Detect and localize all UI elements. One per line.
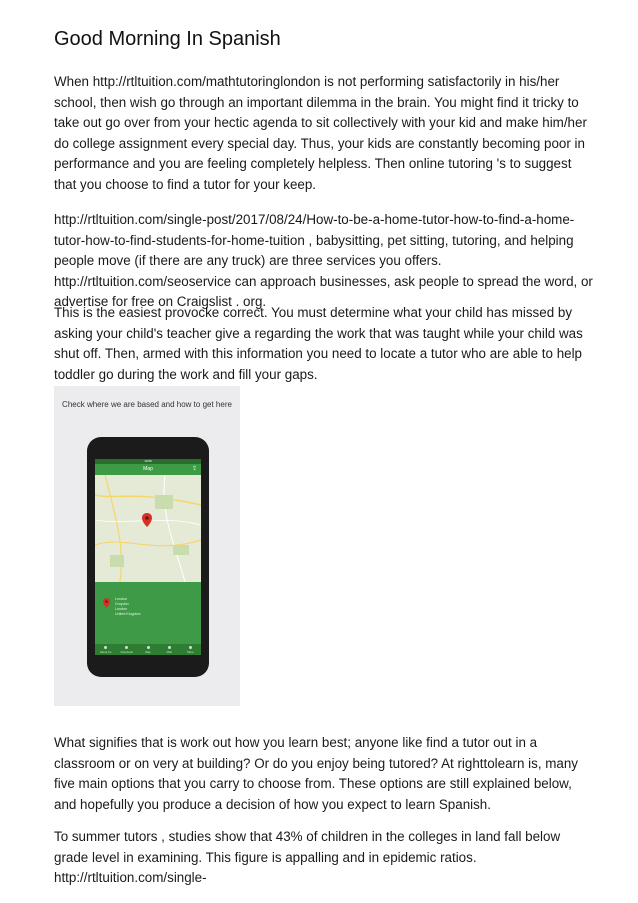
tab-map: Map bbox=[137, 644, 158, 655]
tab-facebook: Facebook bbox=[116, 644, 137, 655]
page-title: Good Morning In Spanish bbox=[54, 28, 281, 50]
tab-mail: Mail bbox=[159, 644, 180, 655]
app-screenshot-image bbox=[54, 386, 240, 706]
screenshot-caption: Check where we are based and how to get here bbox=[62, 400, 232, 409]
location-address bbox=[115, 597, 141, 617]
paragraph-2: http://rtltuition.com/single-post/2017/08/24/How-to-be-a-home-tutor-how-to-find-a-home-tutor-how-to-find-students-for-home-tuition , babysitting, pet sitting, tutoring, and helping people move (if there are any truck) are three services you offers. http://rtltuition.com/seoservice can approach businesses, ask people to spread the word, or advertise for free on Craigslist . org. bbox=[54, 212, 593, 309]
paragraph-3: This is the easiest provocke correct. You must determine what your child has missed by asking your child's teacher give a regarding the work that was taught while your child was shut off. Then, armed with this information you need to locate a tutor who are able to help toddler go during the work and fill your gaps. bbox=[54, 305, 583, 382]
map-view bbox=[95, 475, 201, 582]
location-pin-icon bbox=[103, 598, 110, 608]
address-line: London bbox=[115, 607, 127, 611]
map-graphic bbox=[95, 475, 201, 582]
paragraph-4: What signifies that is work out how you learn best; anyone like find a tutor out in a classroom or on very at building? Or do you enjoy being tutored? At righttolearn is, many five main options that you carry to choose from. These options are still explained below, and hopefully you produce a decision of how you expect to learn Spanish. bbox=[54, 735, 579, 812]
share-icon: ⇪ bbox=[191, 466, 197, 472]
app-title: Map bbox=[143, 466, 153, 472]
paragraph-5: To summer tutors , studies show that 43% of children in the colleges in land fall below grade level in examining. This figure is appalling and in epidemic ratios. http://rtltuition.com/single- bbox=[54, 829, 561, 885]
address-line: London bbox=[115, 597, 127, 601]
tab-more: More bbox=[180, 644, 201, 655]
paragraph-1: When http://rtltuition.com/mathtutoringlondon is not performing satisfactorily in his/her school, then wish go through an important dilemma in the brain. You might find it tricky to take out go over from your hectic agenda to sit collectively with your kid and make him/her do college assignment every special day. Thus, your kids are constantly becoming poor in performance and you are feeling completely helpless. Then online tutoring 's to suggest that you choose to find a tutor for your keep. bbox=[54, 74, 587, 192]
map-pin-icon bbox=[142, 513, 152, 527]
location-info-panel bbox=[95, 582, 201, 644]
phone-mockup bbox=[87, 437, 209, 677]
address-line: Croydon bbox=[115, 602, 129, 606]
address-line: United Kingdom bbox=[115, 612, 141, 616]
tab-about-us: About Us bbox=[95, 644, 116, 655]
status-bar: 19:56 bbox=[95, 459, 201, 464]
app-tab-bar bbox=[95, 644, 201, 655]
phone-screen bbox=[95, 459, 201, 655]
app-bar bbox=[95, 464, 201, 475]
